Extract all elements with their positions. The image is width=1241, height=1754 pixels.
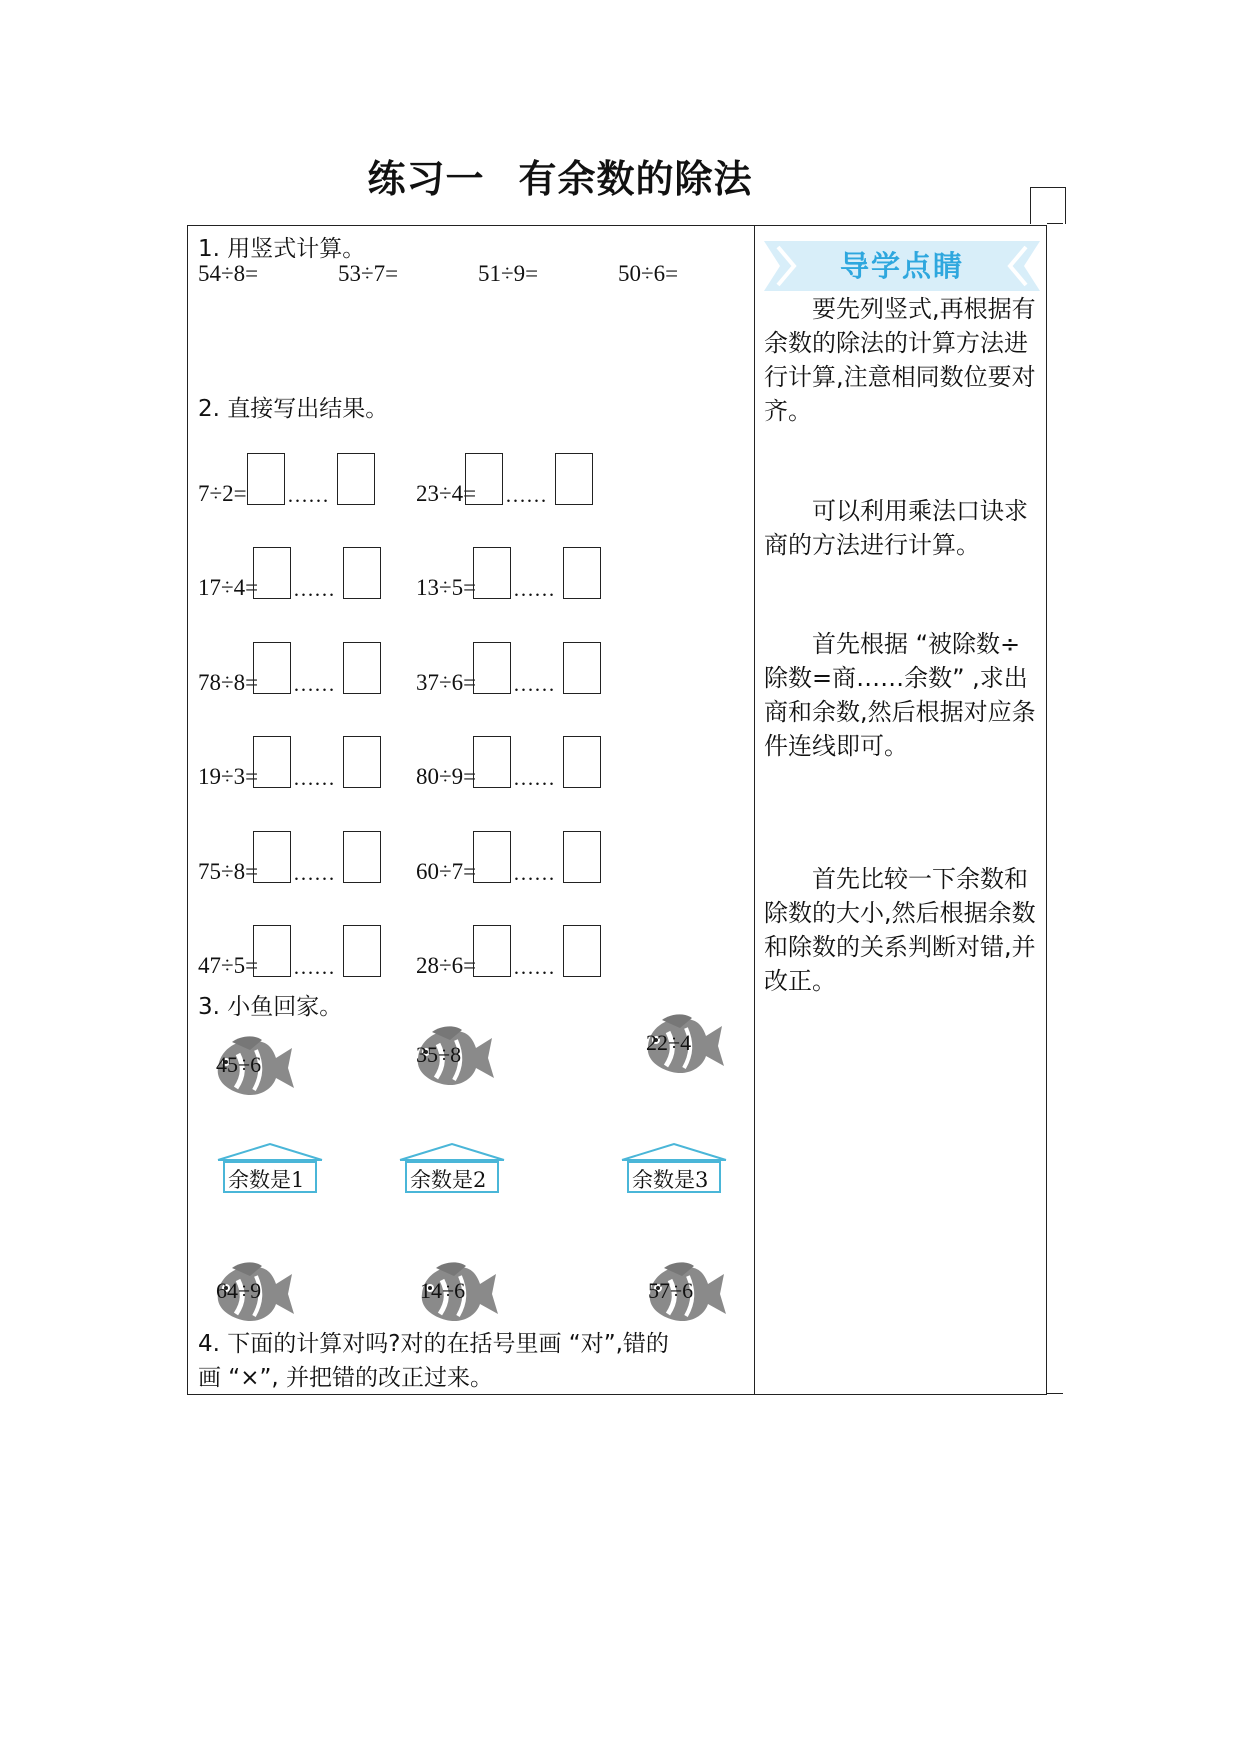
remainder-answer-box[interactable] [343,736,381,788]
fish-item[interactable] [210,1258,300,1330]
fish-label: 57÷6 [648,1278,694,1303]
title-part2: 有余数的除法 [518,157,753,201]
fish-item[interactable] [210,1032,300,1104]
remainder-dots: …… [293,766,335,790]
fish-label: 64÷9 [216,1278,262,1303]
hint-q4: 首先比较一下余数和除数的大小,然后根据余数和除数的关系判断对错,并改正。 [764,865,1036,995]
q1-heading: 1. 用竖式计算。 [198,236,366,262]
house-label: 余数是2 [410,1168,487,1192]
quotient-answer-box[interactable] [253,642,291,694]
remainder-dots: …… [293,672,335,696]
house-target[interactable] [620,1142,728,1194]
title-part1: 练习一 [367,157,485,201]
quotient-answer-box[interactable] [473,547,511,599]
remainder-answer-box[interactable] [343,925,381,977]
remainder-answer-box[interactable] [563,547,601,599]
remainder-answer-box[interactable] [563,831,601,883]
remainder-answer-box[interactable] [555,453,593,505]
fish-label: 45÷6 [216,1052,262,1077]
remainder-answer-box[interactable] [563,736,601,788]
frame-bottom-tail [1047,1393,1063,1394]
q1-item: 53÷7= [338,261,399,286]
quotient-answer-box[interactable] [253,547,291,599]
fish-label: 14÷6 [420,1278,466,1303]
remainder-dots: …… [293,577,335,601]
equation-expression: 28÷6= [416,953,477,978]
remainder-dots: …… [513,766,555,790]
quotient-answer-box[interactable] [473,925,511,977]
remainder-dots: …… [505,483,547,507]
quotient-answer-box[interactable] [473,642,511,694]
q1-item: 54÷8= [198,261,259,286]
q3-heading: 3. 小鱼回家。 [198,994,343,1020]
remainder-answer-box[interactable] [337,453,375,505]
remainder-answer-box[interactable] [563,925,601,977]
remainder-answer-box[interactable] [343,831,381,883]
equation-expression: 80÷9= [416,764,477,789]
banner-title: 导学点睛 [839,249,964,283]
q2-heading: 2. 直接写出结果。 [198,396,389,422]
fish-item[interactable] [642,1258,732,1330]
equation-expression: 37÷6= [416,670,477,695]
remainder-answer-box[interactable] [343,547,381,599]
equation-expression: 19÷3= [198,764,259,789]
q1-item: 51÷9= [478,261,539,286]
house-label: 余数是3 [632,1168,709,1192]
quotient-answer-box[interactable] [473,736,511,788]
quotient-answer-box[interactable] [253,736,291,788]
equation-expression: 17÷4= [198,575,259,600]
house-target[interactable] [398,1142,506,1194]
fish-item[interactable] [410,1022,500,1094]
equation-expression: 78÷8= [198,670,259,695]
remainder-answer-box[interactable] [563,642,601,694]
remainder-dots: …… [287,483,329,507]
q1-item: 50÷6= [618,261,679,286]
remainder-dots: …… [293,955,335,979]
quotient-answer-box[interactable] [247,453,285,505]
q4-line2: 画 “×”, 并把错的改正过来。 [198,1365,494,1391]
fish-label: 35÷8 [416,1042,462,1067]
q4-line1: 4. 下面的计算对吗?对的在括号里画 “对”,错的 [198,1331,669,1357]
remainder-dots: …… [513,861,555,885]
quotient-answer-box[interactable] [465,453,503,505]
quotient-answer-box[interactable] [253,831,291,883]
equation-expression: 23÷4= [416,481,477,506]
quotient-answer-box[interactable] [253,925,291,977]
equation-expression: 13÷5= [416,575,477,600]
frame-top-tail [1047,223,1063,224]
equation-expression: 47÷5= [198,953,259,978]
remainder-dots: …… [513,672,555,696]
house-target[interactable] [216,1142,324,1194]
remainder-dots: …… [513,577,555,601]
column-divider [754,225,755,1395]
remainder-answer-box[interactable] [343,642,381,694]
fish-label: 22÷4 [646,1030,692,1055]
equation-expression: 75÷8= [198,859,259,884]
equation-expression: 60÷7= [416,859,477,884]
corner-box [1030,187,1066,224]
hint-q1: 要先列竖式,再根据有余数的除法的计算方法进行计算,注意相同数位要对齐。 [764,295,1036,425]
equation-expression: 7÷2= [198,481,247,506]
fish-item[interactable] [414,1258,504,1330]
house-label: 余数是1 [228,1168,305,1192]
hint-q3: 首先根据 “被除数÷除数=商……余数” ,求出商和余数,然后根据对应条件连线即可。 [764,630,1036,760]
fish-item[interactable] [640,1010,730,1082]
quotient-answer-box[interactable] [473,831,511,883]
remainder-dots: …… [513,955,555,979]
remainder-dots: …… [293,861,335,885]
hint-q2: 可以利用乘法口诀求商的方法进行计算。 [764,497,1028,559]
page-title [0,148,1120,203]
